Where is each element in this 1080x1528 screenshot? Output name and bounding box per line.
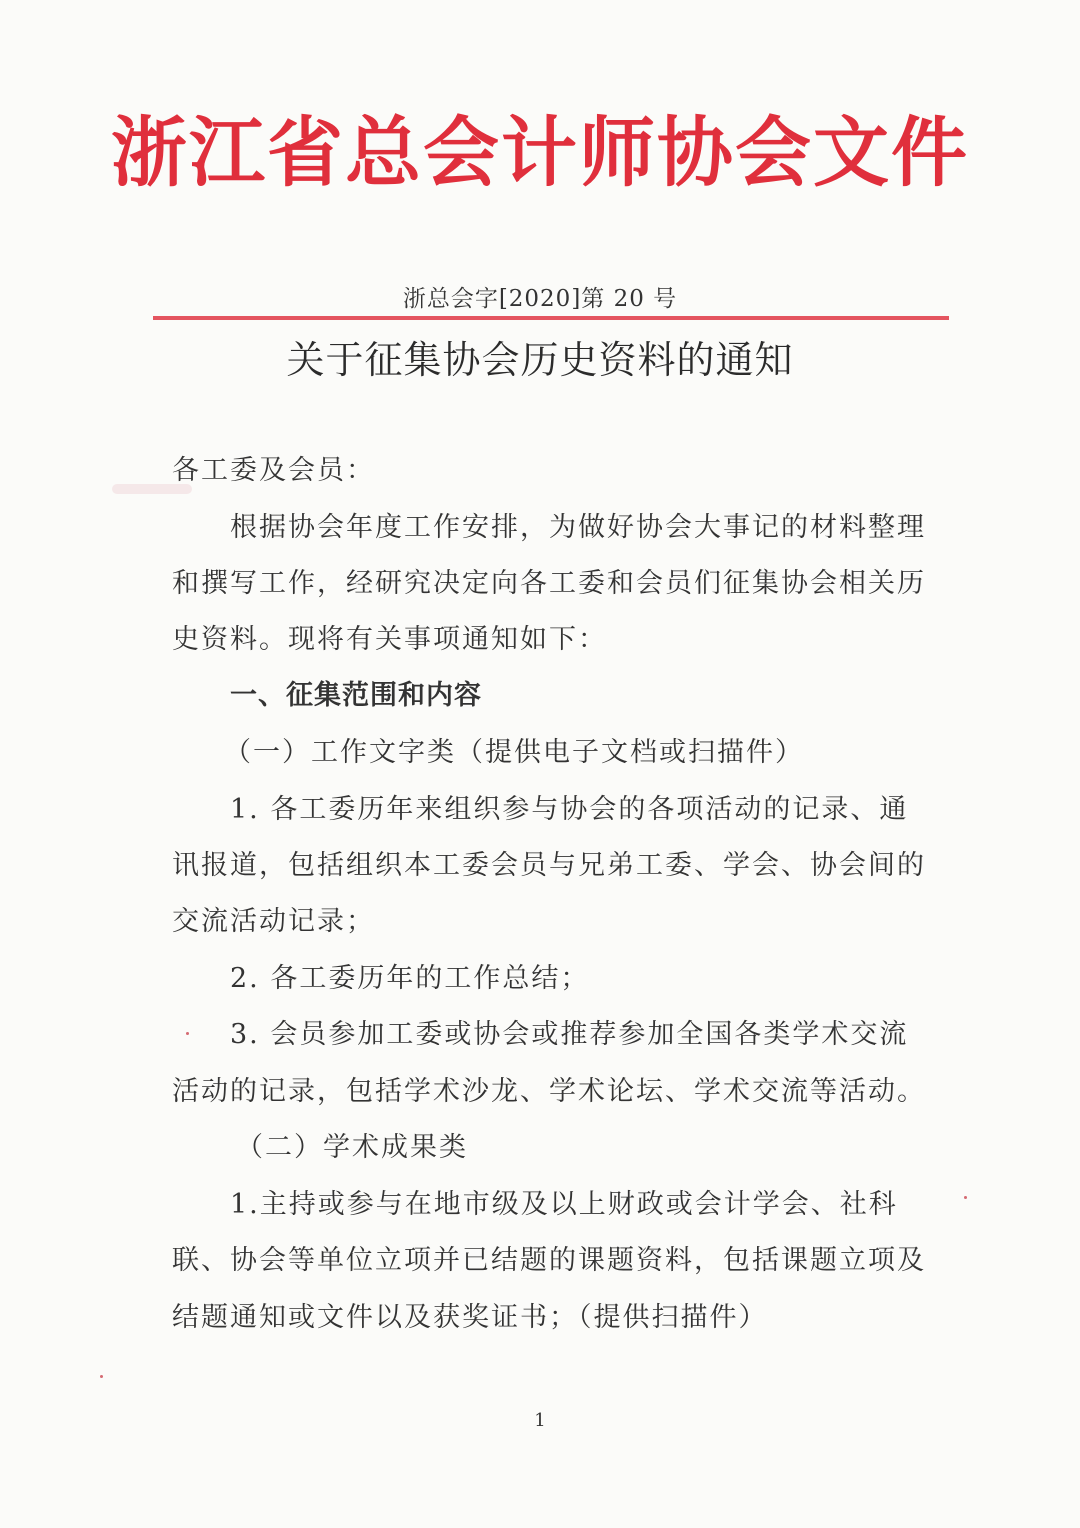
scan-speck: [964, 1196, 967, 1199]
subsection-heading-2: （二）学术成果类: [236, 1132, 468, 1163]
sub2-item-1-line-1: 1.主持或参与在地市级及以上财政或会计学会、社科: [230, 1189, 898, 1220]
item-1-line-1: 1. 各工委历年来组织参与协会的各项活动的记录、通: [230, 794, 909, 825]
sub2-item-1-line-3: 结题通知或文件以及获奖证书；（提供扫描件）: [172, 1302, 768, 1333]
sub2-item-1-line-2: 联、协会等单位立项并已结题的课题资料，包括课题立项及: [172, 1245, 926, 1276]
document-number: 浙总会字[2020]第 20 号: [402, 286, 678, 312]
intro-line-2: 和撰写工作，经研究决定向各工委和会员们征集协会相关历: [172, 568, 926, 599]
item-1-line-3: 交流活动记录；: [172, 906, 375, 937]
intro-line-3: 史资料。现将有关事项通知如下：: [172, 624, 607, 655]
intro-line-1: 根据协会年度工作安排，为做好协会大事记的材料整理: [230, 512, 926, 543]
org-header-title: 浙江省总会计师协会文件: [111, 108, 969, 197]
item-3-line-1: 3. 会员参加工委或协会或推荐参加全国各类学术交流: [230, 1019, 909, 1050]
item-2: 2. 各工委历年的工作总结；: [230, 963, 590, 994]
document-title: 关于征集协会历史资料的通知: [286, 338, 794, 382]
red-divider-line: [153, 316, 949, 320]
section-heading-1: 一、征集范围和内容: [230, 680, 482, 711]
scan-speck: [186, 1032, 189, 1035]
subsection-heading-1: （一）工作文字类（提供电子文档或扫描件）: [224, 737, 804, 768]
scan-speck: [100, 1375, 103, 1378]
page-number: 1: [534, 1410, 546, 1431]
item-1-line-2: 讯报道，包括组织本工委会员与兄弟工委、学会、协会间的: [172, 850, 926, 881]
item-3-line-2: 活动的记录，包括学术沙龙、学术论坛、学术交流等活动。: [172, 1076, 926, 1107]
salutation: 各工委及会员：: [172, 455, 375, 486]
